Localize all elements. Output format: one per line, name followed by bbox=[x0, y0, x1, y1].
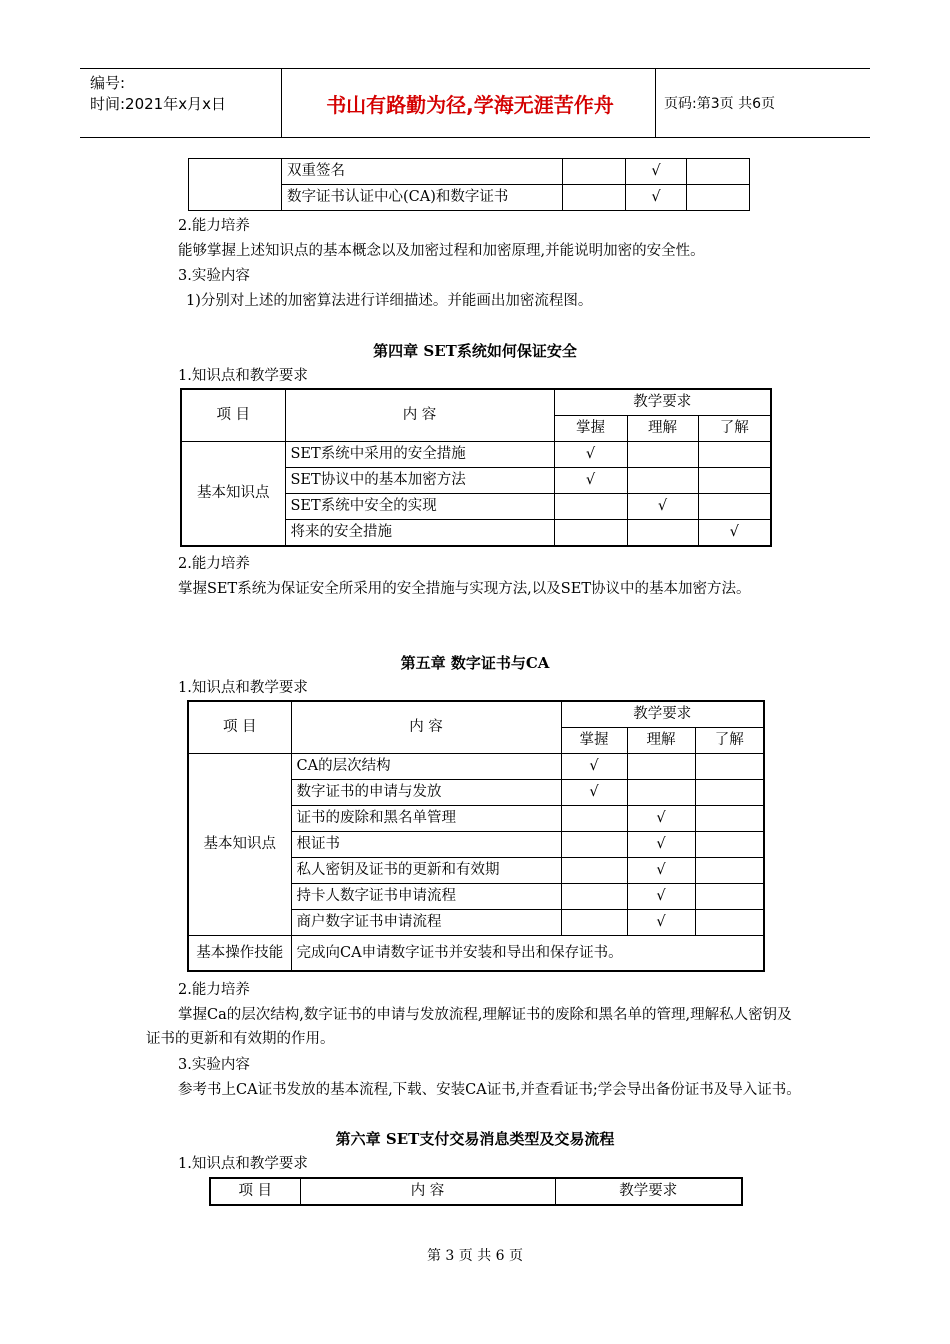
ch3-table-continued bbox=[188, 158, 750, 211]
understand-cell bbox=[627, 442, 698, 468]
header-content: 内 容 bbox=[291, 701, 561, 754]
page-footer: 第 3 页 共 6 页 bbox=[426, 1248, 524, 1264]
table-row bbox=[181, 442, 771, 468]
understand-cell: √ bbox=[627, 494, 698, 520]
paragraph: 参考书上CA证书发放的基本流程,下载、安装CA证书,并查看证书;学会导出备份证书及导入证书。 bbox=[178, 1082, 801, 1098]
header-understand: 理解 bbox=[627, 416, 698, 442]
know-cell bbox=[695, 754, 764, 780]
header-motto: 书山有路勤为径,学海无涯苦作舟 bbox=[326, 92, 614, 117]
header-item: 项 目 bbox=[181, 389, 285, 442]
understand-cell: √ bbox=[626, 159, 687, 185]
section-heading: 2.能力培养 bbox=[178, 982, 250, 998]
master-cell bbox=[561, 910, 627, 936]
header-page-info: 页码:第3页 共6页 bbox=[664, 96, 775, 112]
section-heading: 2.能力培养 bbox=[178, 556, 250, 572]
master-cell bbox=[561, 884, 627, 910]
header-content: 内 容 bbox=[300, 1178, 555, 1205]
know-cell bbox=[698, 468, 771, 494]
table-header-row bbox=[181, 389, 771, 416]
master-cell bbox=[554, 520, 627, 547]
section-heading: 1.知识点和教学要求 bbox=[178, 680, 308, 696]
know-cell bbox=[695, 832, 764, 858]
header-know: 了解 bbox=[698, 416, 771, 442]
master-cell bbox=[561, 858, 627, 884]
content-cell: SET协议中的基本加密方法 bbox=[285, 468, 554, 494]
know-cell bbox=[695, 884, 764, 910]
understand-cell bbox=[627, 754, 695, 780]
know-cell bbox=[698, 442, 771, 468]
content-cell: 数字证书认证中心(CA)和数字证书 bbox=[282, 185, 563, 211]
header-meta bbox=[90, 73, 226, 115]
header-divider bbox=[281, 69, 282, 137]
table-row bbox=[188, 754, 764, 780]
content-cell: 证书的废除和黑名单管理 bbox=[291, 806, 561, 832]
paragraph: 能够掌握上述知识点的基本概念以及加密过程和加密原理,并能说明加密的安全性。 bbox=[178, 243, 705, 259]
header-content: 内 容 bbox=[285, 389, 554, 442]
section-heading: 1.知识点和教学要求 bbox=[178, 1156, 308, 1172]
doc-date: 时间:2021年x月x日 bbox=[90, 95, 226, 113]
know-cell bbox=[687, 185, 750, 211]
understand-cell: √ bbox=[627, 858, 695, 884]
chapter-title: 第四章 SET系统如何保证安全 bbox=[373, 342, 577, 360]
page-header bbox=[80, 68, 870, 138]
master-cell bbox=[563, 159, 626, 185]
section-heading: 1.知识点和教学要求 bbox=[178, 368, 308, 384]
ops-text-cell: 完成向CA申请数字证书并安装和导出和保存证书。 bbox=[291, 936, 764, 972]
header-divider bbox=[655, 69, 656, 137]
understand-cell: √ bbox=[627, 910, 695, 936]
group-cell bbox=[189, 159, 282, 211]
master-cell: √ bbox=[554, 442, 627, 468]
know-cell bbox=[695, 858, 764, 884]
group-cell: 基本知识点 bbox=[188, 754, 291, 936]
content-cell: CA的层次结构 bbox=[291, 754, 561, 780]
know-cell bbox=[695, 910, 764, 936]
master-cell: √ bbox=[554, 468, 627, 494]
understand-cell bbox=[627, 468, 698, 494]
content-cell: 私人密钥及证书的更新和有效期 bbox=[291, 858, 561, 884]
content-cell: SET系统中安全的实现 bbox=[285, 494, 554, 520]
header-requirements: 教学要求 bbox=[555, 1178, 742, 1205]
know-cell bbox=[698, 494, 771, 520]
master-cell bbox=[563, 185, 626, 211]
paragraph: 掌握Ca的层次结构,数字证书的申请与发放流程,理解证书的废除和黑名单的管理,理解私人密钥及证书的更新和有效期的作用。 bbox=[146, 1007, 792, 1047]
know-cell bbox=[695, 780, 764, 806]
header-know: 了解 bbox=[695, 728, 764, 754]
content-cell: 商户数字证书申请流程 bbox=[291, 910, 561, 936]
content-cell: 持卡人数字证书申请流程 bbox=[291, 884, 561, 910]
header-requirements: 教学要求 bbox=[554, 389, 771, 416]
doc-number-label: 编号: bbox=[90, 74, 126, 92]
content-cell: 将来的安全措施 bbox=[285, 520, 554, 547]
master-cell bbox=[561, 832, 627, 858]
chapter-title: 第五章 数字证书与CA bbox=[400, 654, 550, 672]
understand-cell: √ bbox=[626, 185, 687, 211]
table-header-row bbox=[188, 701, 764, 728]
master-cell bbox=[561, 806, 627, 832]
master-cell: √ bbox=[561, 780, 627, 806]
header-master: 掌握 bbox=[554, 416, 627, 442]
ops-label-cell: 基本操作技能 bbox=[188, 936, 291, 972]
paragraph: 掌握SET系统为保证安全所采用的安全措施与实现方法,以及SET协议中的基本加密方法。 bbox=[178, 581, 751, 597]
master-cell: √ bbox=[561, 754, 627, 780]
group-cell: 基本知识点 bbox=[181, 442, 285, 547]
header-requirements: 教学要求 bbox=[561, 701, 764, 728]
understand-cell: √ bbox=[627, 832, 695, 858]
header-item: 项 目 bbox=[210, 1178, 300, 1205]
content-cell: 数字证书的申请与发放 bbox=[291, 780, 561, 806]
header-item: 项 目 bbox=[188, 701, 291, 754]
chapter-title: 第六章 SET支付交易消息类型及交易流程 bbox=[335, 1130, 615, 1148]
understand-cell: √ bbox=[627, 884, 695, 910]
know-cell bbox=[687, 159, 750, 185]
understand-cell bbox=[627, 780, 695, 806]
header-master: 掌握 bbox=[561, 728, 627, 754]
understand-cell: √ bbox=[627, 806, 695, 832]
paragraph: 1)分别对上述的加密算法进行详细描述。并能画出加密流程图。 bbox=[186, 293, 593, 309]
ch4-requirements-table bbox=[180, 388, 772, 547]
content-cell: SET系统中采用的安全措施 bbox=[285, 442, 554, 468]
section-heading: 2.能力培养 bbox=[178, 218, 250, 234]
content-cell: 双重签名 bbox=[282, 159, 563, 185]
section-heading: 3.实验内容 bbox=[178, 268, 250, 284]
know-cell bbox=[695, 806, 764, 832]
table-row bbox=[189, 159, 750, 185]
master-cell bbox=[554, 494, 627, 520]
ch5-requirements-table bbox=[187, 700, 765, 972]
ch6-requirements-table bbox=[209, 1177, 743, 1206]
header-understand: 理解 bbox=[627, 728, 695, 754]
table-header-row bbox=[210, 1178, 742, 1205]
understand-cell bbox=[627, 520, 698, 547]
section-heading: 3.实验内容 bbox=[178, 1057, 250, 1073]
content-cell: 根证书 bbox=[291, 832, 561, 858]
know-cell: √ bbox=[698, 520, 771, 547]
table-row bbox=[188, 936, 764, 972]
